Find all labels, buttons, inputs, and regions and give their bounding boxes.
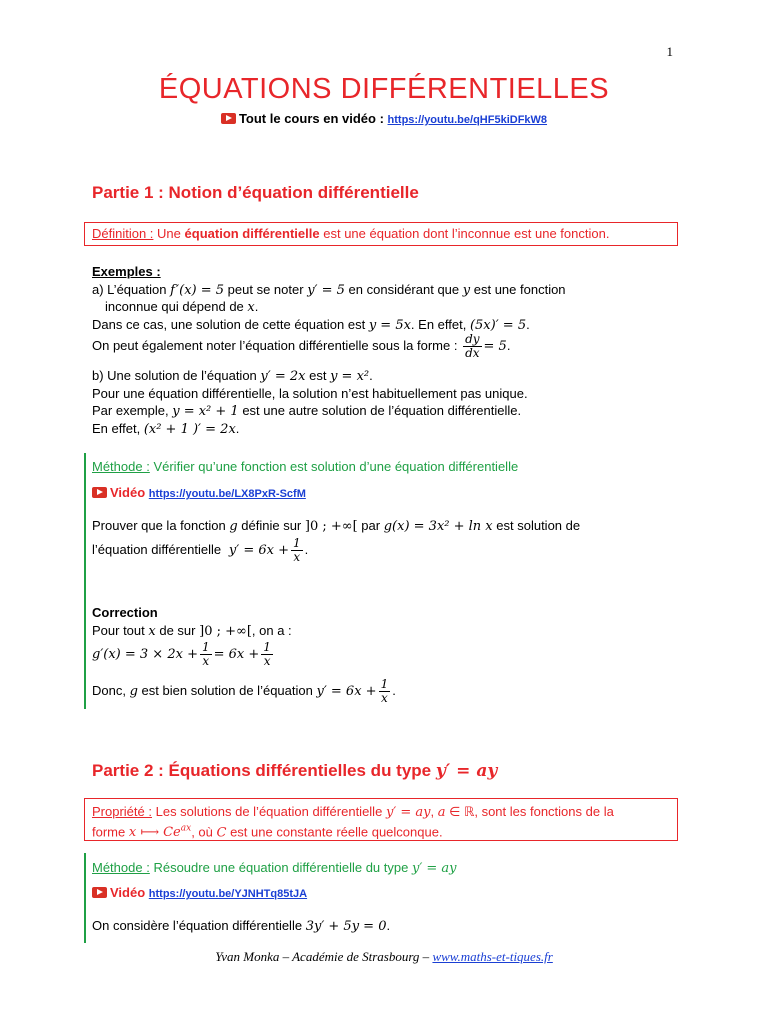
examples-label: Exemples : [92, 264, 161, 279]
course-video-line [0, 111, 768, 126]
correction-label: Correction [92, 605, 158, 620]
definition-text-pre: Une [157, 226, 181, 241]
property-label: Propriété : [92, 804, 152, 819]
footer: Yvan Monka – Académie de Strasbourg – www.maths-et-tiques.fr [215, 949, 553, 964]
youtube-play-icon[interactable] [221, 113, 236, 124]
correction-line-2: g′(x) = 3 × 2x + $\frac{1}{x}$ = 6x + $\frac{1}{x}$ [92, 640, 271, 668]
method2-video-link[interactable]: https://youtu.be/YJNHTq85tJA [148, 888, 308, 900]
method1-video-link[interactable]: https://youtu.be/LX8PxR-ScfM [148, 488, 306, 500]
definition-label: Définition : [92, 226, 154, 241]
example-line-8: En effet, (x² + 1 )′ = 2x. [92, 421, 240, 437]
part2-heading: Partie 2 : Équations différentielles du type y′ = ay [92, 761, 498, 781]
youtube-play-icon[interactable] [92, 487, 107, 498]
correction-line-1: Pour tout x de sur ]0 ; +∞[, on a : [92, 623, 292, 639]
method1-question-1: Prouver que la fonction g définie sur ]0 ; +∞[ par g(x) = 3x² + ln x est solution de [92, 518, 581, 534]
correction-line-3: Donc, g est bien solution de l’équation y′ = 6x + $\frac{1}{x}$ . [92, 677, 396, 705]
example-line-7: Par exemple, y = x² + 1 est une autre solution de l’équation différentielle. [92, 403, 522, 419]
example-line-2: inconnue qui dépend de x. [105, 299, 259, 315]
example-line-1: a) L’équation f ′(x) = 5 peut se noter y′ = 5 en considérant que y est une fonction [92, 282, 566, 298]
method1-question-2: l’équation différentielle y′ = 6x + $\frac{1}{x}$ . [92, 536, 309, 564]
part1-heading: Partie 1 : Notion d’équation différentielle [92, 183, 419, 202]
example-line-3: Dans ce cas, une solution de cette équation est y = 5x. En effet, (5x)′ = 5. [92, 317, 530, 333]
method2-video: Vidéo https://youtu.be/YJNHTq85tJA [92, 884, 307, 903]
example-line-6: Pour une équation différentielle, la solution n’est habituellement pas unique. [92, 386, 528, 401]
example-line-5: b) Une solution de l’équation y′ = 2x est y = x². [92, 368, 373, 384]
method1-video: Vidéo https://youtu.be/LX8PxR-ScfM [92, 484, 306, 503]
course-video-label: Tout le cours en vidéo : [238, 111, 384, 126]
example-line-4: On peut également noter l’équation différentielle sous la forme : $\frac{dy}{dx}$ = 5. [92, 332, 511, 360]
footer-link[interactable]: www.maths-et-tiques.fr [432, 949, 553, 964]
method2-consider: On considère l’équation différentielle 3y′ + 5y = 0. [92, 918, 391, 934]
method2-label: Méthode : [92, 860, 150, 875]
method2-bar [84, 853, 86, 943]
method1-bar [84, 453, 86, 709]
definition-term: équation différentielle [184, 226, 320, 241]
method1-line: Méthode : Vérifier qu’une fonction est solution d’une équation différentielle [92, 459, 519, 474]
definition-text-post: est une équation dont l’inconnue est une fonction. [323, 226, 610, 241]
method2-line: Méthode : Résoudre une équation différentielle du type y′ = ay [92, 860, 457, 876]
method1-label: Méthode : [92, 459, 150, 474]
course-video-link[interactable]: https://youtu.be/qHF5kiDFkW8 [387, 114, 548, 126]
youtube-play-icon[interactable] [92, 887, 107, 898]
page-number: 1 [666, 44, 673, 59]
page-title: ÉQUATIONS DIFFÉRENTIELLES [158, 73, 610, 105]
definition-box [84, 222, 678, 246]
property-box: Propriété : Les solutions de l’équation différentielle y′ = ay, a ∈ ℝ, sont les fonctions de la forme x ⟼ $Ce^{ax}$, où C est une constante réelle quelconque. [84, 798, 678, 841]
